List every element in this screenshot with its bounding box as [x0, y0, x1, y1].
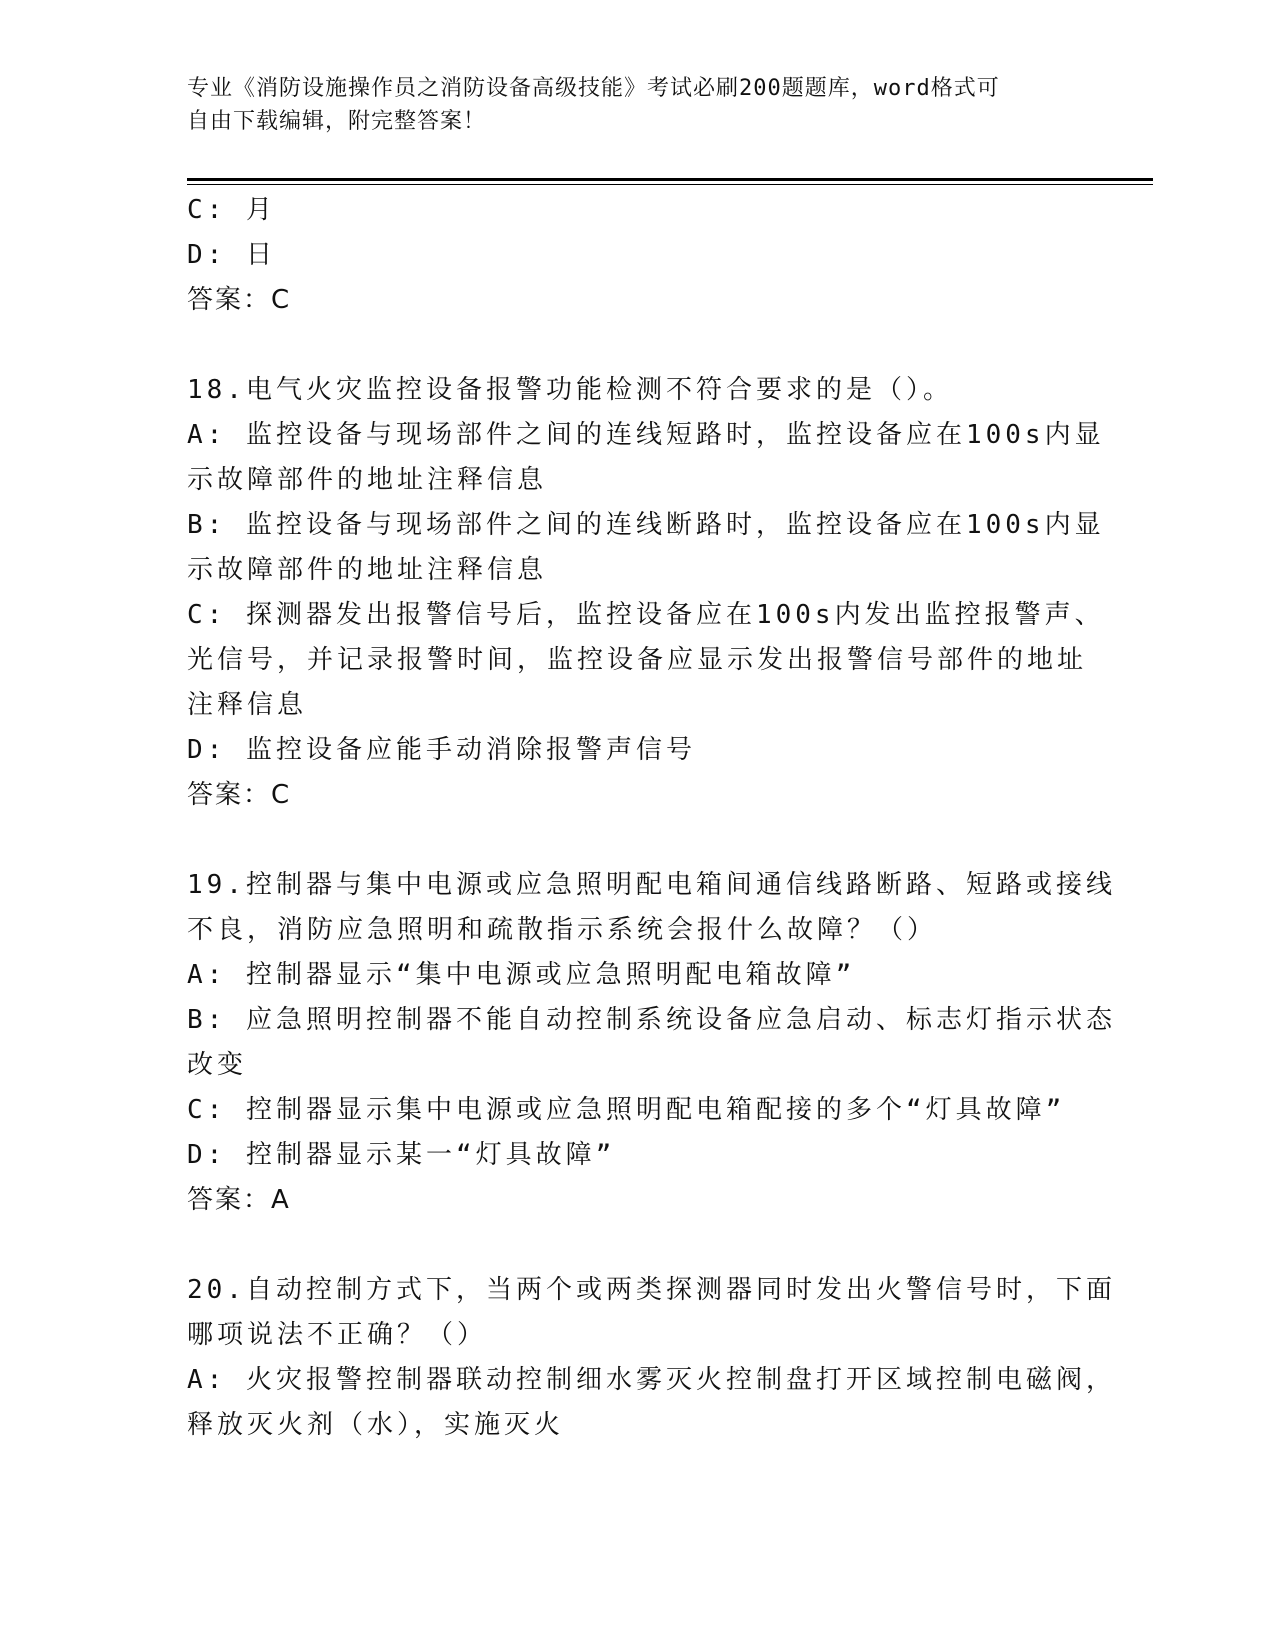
option-a-cont: 示故障部件的地址注释信息	[187, 465, 548, 495]
previous-question-tail	[187, 188, 1087, 323]
question-18	[187, 368, 1105, 818]
answer: 答案：A	[187, 1185, 291, 1215]
header-line-2: 自由下载编辑，附完整答案！	[187, 109, 487, 134]
option-c-cont: 光信号，并记录报警时间，监控设备应显示发出报警信号部件的地址	[187, 645, 1088, 675]
spacer	[187, 323, 1087, 368]
question-stem: 18.电气火灾监控设备报警功能检测不符合要求的是（）。	[187, 375, 953, 405]
question-19	[187, 863, 1116, 1223]
option-d: D: 日	[187, 240, 276, 270]
spacer	[187, 1223, 1087, 1268]
question-stem-cont: 哪项说法不正确？（）	[187, 1320, 488, 1350]
answer: 答案：C	[187, 780, 292, 810]
option-b: B: 监控设备与现场部件之间的连线断路时，监控设备应在100s内显	[187, 510, 1105, 540]
header-divider-thin	[187, 184, 1153, 185]
document-body	[187, 188, 1116, 1448]
option-c-cont: 注释信息	[187, 690, 308, 720]
question-stem: 19.控制器与集中电源或应急照明配电箱间通信线路断路、短路或接线	[187, 870, 1116, 900]
option-c: C: 探测器发出报警信号后，监控设备应在100s内发出监控报警声、	[187, 600, 1105, 630]
option-a-cont: 释放灭火剂（水），实施灭火	[187, 1410, 565, 1440]
option-a: A: 控制器显示“集中电源或应急照明配电箱故障”	[187, 960, 856, 990]
option-b-cont: 改变	[187, 1050, 248, 1080]
document-header	[187, 72, 1067, 138]
question-stem-cont: 不良，消防应急照明和疏散指示系统会报什么故障？（）	[187, 915, 938, 945]
option-d: D: 监控设备应能手动消除报警声信号	[187, 735, 696, 765]
question-20	[187, 1268, 1116, 1448]
header-divider-thick	[187, 178, 1153, 181]
option-c: C: 控制器显示集中电源或应急照明配电箱配接的多个“灯具故障”	[187, 1095, 1066, 1125]
option-c: C: 月	[187, 195, 276, 225]
spacer	[187, 818, 1087, 863]
option-d: D: 控制器显示某一“灯具故障”	[187, 1140, 616, 1170]
option-a: A: 火灾报警控制器联动控制细水雾灭火控制盘打开区域控制电磁阀，	[187, 1365, 1116, 1395]
answer: 答案：C	[187, 285, 292, 315]
option-b: B: 应急照明控制器不能自动控制系统设备应急启动、标志灯指示状态	[187, 1005, 1116, 1035]
option-b-cont: 示故障部件的地址注释信息	[187, 555, 548, 585]
question-stem: 20.自动控制方式下，当两个或两类探测器同时发出火警信号时，下面	[187, 1275, 1116, 1305]
header-line-1: 专业《消防设施操作员之消防设备高级技能》考试必刷200题题库，word格式可	[187, 76, 1000, 101]
option-a: A: 监控设备与现场部件之间的连线短路时，监控设备应在100s内显	[187, 420, 1105, 450]
